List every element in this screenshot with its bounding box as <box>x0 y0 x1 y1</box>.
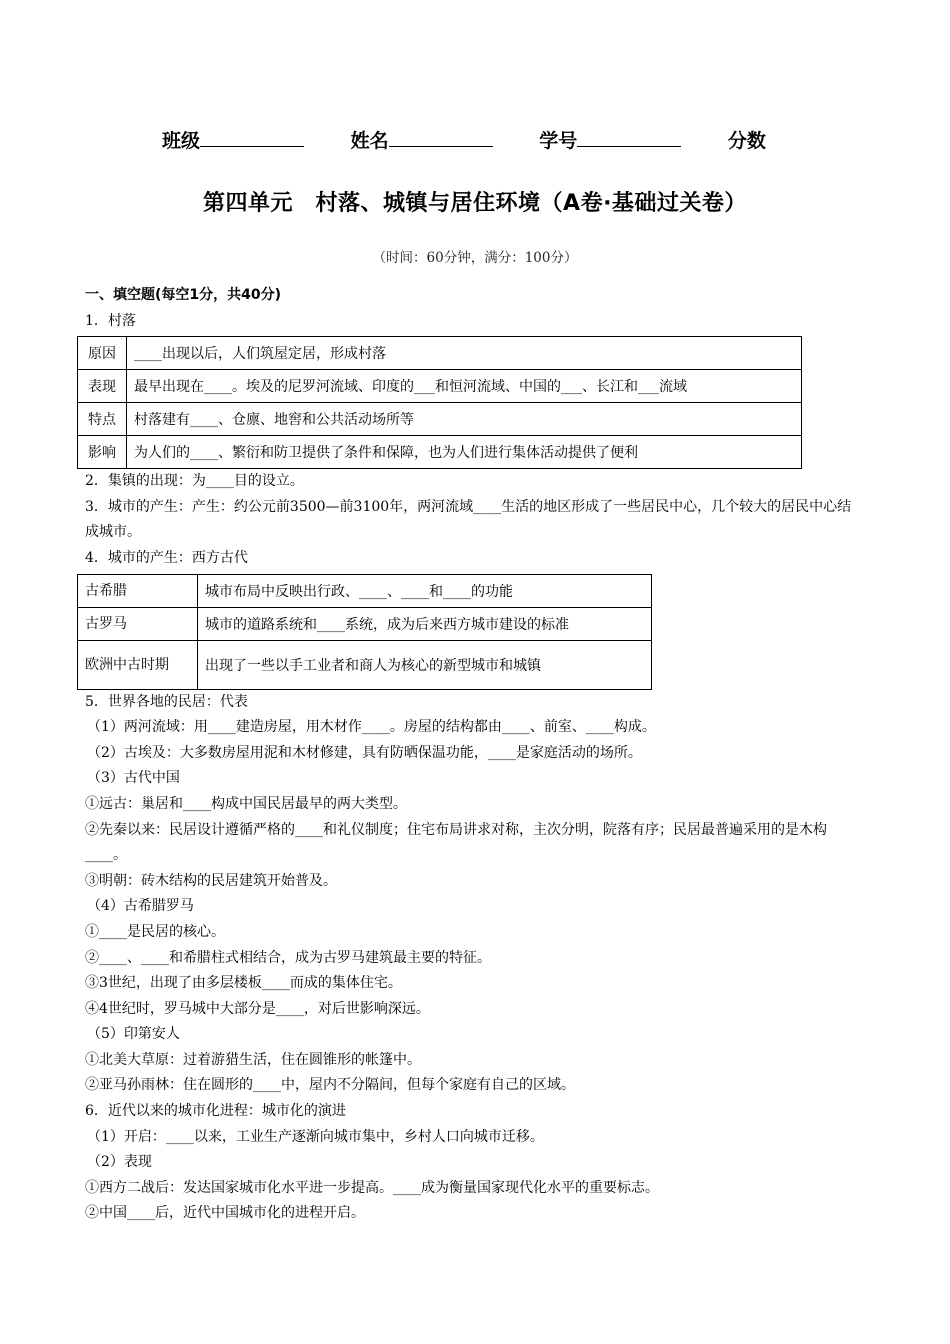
village-table <box>77 336 802 469</box>
table-row <box>78 640 652 689</box>
table-key: 原因 <box>78 337 127 370</box>
table-value: 为人们的____、繁衍和防卫提供了条件和保障，也为人们进行集体活动提供了便利 <box>127 436 802 469</box>
question-5-line: （1）两河流域：用____建造房屋，用木材作____。房屋的结构都由____、前室、____构成。 <box>87 719 656 736</box>
question-5-line: ②____、____和希腊柱式相结合，成为古罗马建筑最主要的特征。 <box>85 949 491 966</box>
question-4-label: 4．城市的产生：西方古代 <box>85 549 248 566</box>
table-row <box>78 403 802 436</box>
id-blank <box>577 128 681 147</box>
question-5-line: （2）古埃及：大多数房屋用泥和木材修建，具有防晒保温功能，____是家庭活动的场所。 <box>87 744 642 761</box>
question-5-line: ①____是民居的核心。 <box>85 923 225 940</box>
table-key: 影响 <box>78 436 127 469</box>
exam-content <box>85 283 865 1227</box>
table-row <box>78 607 652 640</box>
western-city-table <box>77 574 652 690</box>
table-key: 表现 <box>78 370 127 403</box>
table-value: 城市布局中反映出行政、____、____和____的功能 <box>198 574 652 607</box>
table-key: 古希腊 <box>78 574 198 607</box>
question-5-line: （3）古代中国 <box>87 770 180 787</box>
question-2: 2．集镇的出现：为____目的设立。 <box>85 473 304 490</box>
question-6-line: （2）表现 <box>87 1154 152 1171</box>
exam-time-info: （时间：60分钟，满分：100分） <box>372 250 578 266</box>
question-1-label: 1．村落 <box>85 312 136 329</box>
table-value: 最早出现在____。埃及的尼罗河流域、印度的___和恒河流域、中国的___、长江和___流域 <box>127 370 802 403</box>
question-5-label: 5．世界各地的民居：代表 <box>85 693 248 710</box>
name-field: 姓名 <box>351 126 493 153</box>
question-5-line: （5）印第安人 <box>87 1026 180 1043</box>
question-5-line: ③3世纪，出现了由多层楼板____而成的集体住宅。 <box>85 975 402 992</box>
question-5-line: ④4世纪时，罗马城中大部分是____，对后世影响深远。 <box>85 1000 430 1017</box>
table-row <box>78 337 802 370</box>
question-5-line: ③明朝：砖木结构的民居建筑开始普及。 <box>85 872 337 889</box>
table-value: 出现了一些以手工业者和商人为核心的新型城市和城镇 <box>198 640 652 689</box>
question-6-line: （1）开启：____以来，工业生产逐渐向城市集中，乡村人口向城市迁移。 <box>87 1128 544 1145</box>
score-field: 分数 <box>727 130 766 152</box>
section-heading: 一、填空题(每空1分，共40分) <box>85 287 282 303</box>
question-6-label: 6．近代以来的城市化进程：城市化的演进 <box>85 1103 346 1120</box>
table-key: 古罗马 <box>78 607 198 640</box>
table-row <box>78 574 652 607</box>
student-id-field: 学号 <box>539 126 681 153</box>
question-6-line: ②中国____后，近代中国城市化的进程开启。 <box>85 1205 365 1222</box>
question-3: 3．城市的产生：产生：约公元前3500—前3100年，两河流域____生活的地区形成了一些居民中心，几个较大的居民中心结成城市。 <box>85 498 852 541</box>
page-title: 第四单元 村落、城镇与居住环境（A卷·基础过关卷） <box>203 191 747 216</box>
question-5-line: ②亚马孙雨林：住在圆形的____中，屋内不分隔间，但每个家庭有自己的区域。 <box>85 1077 575 1094</box>
table-key: 特点 <box>78 403 127 436</box>
question-5-line: ①远古：巢居和____构成中国民居最早的两大类型。 <box>85 795 407 812</box>
table-row <box>78 436 802 469</box>
table-value: 村落建有____、仓廪、地窖和公共活动场所等 <box>127 403 802 436</box>
class-blank <box>200 128 304 147</box>
table-value: 城市的道路系统和____系统，成为后来西方城市建设的标准 <box>198 607 652 640</box>
question-6-line: ①西方二战后：发达国家城市化水平进一步提高。____成为衡量国家现代化水平的重要标志。 <box>85 1179 659 1196</box>
class-field: 班级 <box>162 126 304 153</box>
table-key: 欧洲中古时期 <box>78 640 198 689</box>
question-5-line: （4）古希腊罗马 <box>87 898 194 915</box>
table-value: ____出现以后，人们筑屋定居，形成村落 <box>127 337 802 370</box>
student-info-line <box>162 126 806 153</box>
question-5-line: ①北美大草原：过着游猎生活，住在圆锥形的帐篷中。 <box>85 1051 421 1068</box>
name-blank <box>389 128 493 147</box>
question-5-line: ②先秦以来：民居设计遵循严格的____和礼仪制度；住宅布局讲求对称，主次分明，院落有序；民居最普遍采用的是木构____。 <box>85 821 827 864</box>
table-row <box>78 370 802 403</box>
